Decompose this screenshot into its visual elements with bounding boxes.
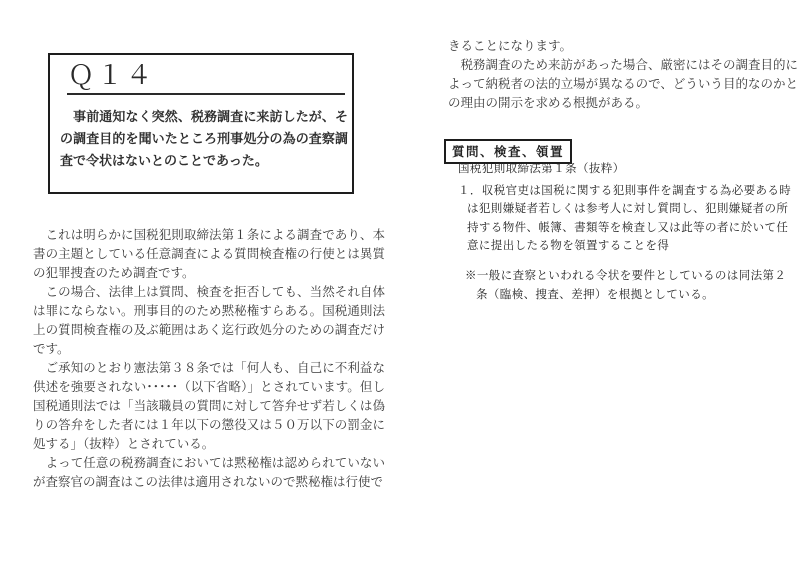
body-paragraph: この場合、法律上は質問、検査を拒否しても、当然それ自体は罪にならない。刑事目的のため黙秘権すらある。国税通則法上の質問検査権の及ぶ範囲はあく迄行政処分のための調査だけです。	[33, 285, 385, 356]
body-paragraph: よって任意の税務調査においては黙秘権は認められていないが査察官の調査はこの法律は適用されないので黙秘権は行使で	[33, 456, 385, 489]
left-column-body	[33, 226, 385, 492]
question-text: 事前通知なく突然、税務調査に来訪したが、その調査目的を聞いたところ刑事処分の為の査察調査で令状はないとのことであった。	[60, 109, 348, 168]
title-divider	[67, 93, 345, 95]
statute-note: ※一般に査察といわれる令状を要件としているのは同法第２条（臨検、捜査、差押）を根拠としている。	[465, 267, 787, 301]
section-label: 質問、検査、領置	[452, 144, 565, 159]
body-paragraph: これは明らかに国税犯則取締法第１条による調査であり、本書の主題としている任意調査による質問検査権の行使とは異質の犯罪捜査のため調査です。	[33, 228, 385, 280]
continuation-paragraph: きることになります。	[448, 39, 573, 53]
body-paragraph: ご承知のとおり憲法第３８条では「何人も、自己に不利益な供述を強要されない･････（以下省略）」とされています。但し国税通則法では「当該職員の質問に対して答弁せず若しくは偽りの答弁をした者には１年以下の懲役又は５０万以下の罰金に処する」（抜粋）とされている。	[33, 361, 385, 451]
statute-heading: 国税犯則取締法第１条（抜粋）	[458, 161, 625, 175]
statute-excerpt	[458, 159, 793, 303]
question-box	[48, 53, 354, 194]
statute-item: １．収税官吏は国税に関する犯則事件を調査する為必要ある時は犯則嫌疑者若しくは参考人に対し質問し、犯則嫌疑者の所持する物件、帳簿、書類等を検査し又は此等の者に於いて任意に提出したる物を領置することを得	[458, 182, 792, 253]
right-column-body	[448, 37, 798, 113]
body-paragraph: 税務調査のため来訪があった場合、厳密にはその調査目的によって納税者の法的立場が異なるので、どういう目的なのかとの理由の開示を求める根拠がある。	[448, 58, 798, 110]
question-number-title: Ｑ１４	[68, 60, 156, 90]
